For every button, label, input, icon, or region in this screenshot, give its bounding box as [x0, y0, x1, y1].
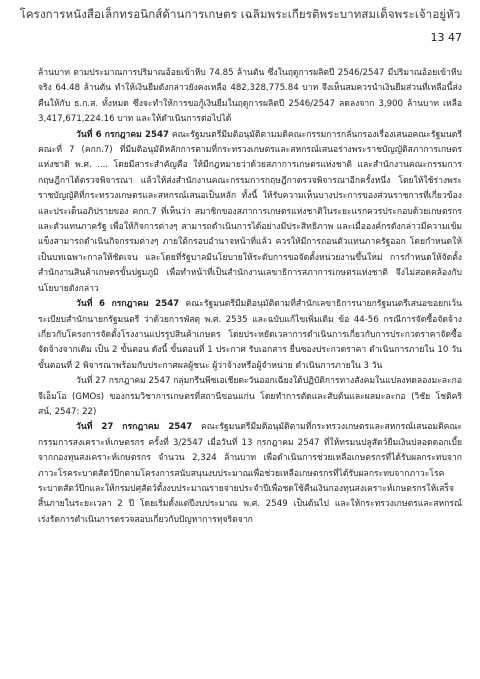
body-text [38, 66, 462, 528]
paragraph-date-lead: วันที่ 6 กรกฎาคม 2547 [76, 129, 169, 140]
paragraph-date-lead: วันที่ 6 กรกฎาคม 2547 [76, 299, 180, 310]
paragraph-text: ล้านบาท ตามประมาณการปริมาณอ้อยเข้าหีบ 74.85 ล้านตัน ซึ่งในฤดูการผลิตปี 2546/2547 มีปริมาณอ้อยเข้าหีบจริง 64.48 ล้านตัน ทำให้เงินยืมดังกล่าวยังคงเหลือ 482,328,775.84 บาท จึงเห็นสมควรนำเงินยืมส่วนที่เหลือนี้ส่งคืนให้กับ ธ.ก.ส. ทั้งหมด ซึ่งจะทำให้การขอกู้เงินยืมในฤดูการผลิตปี 2546/2547 ลดลงจาก 3,900 ล้านบาท เหลือ 3,417,671,224.16 บาท และให้ดำเนินการต่อไปได้ [38, 68, 462, 125]
paragraph [38, 420, 462, 528]
paragraph [38, 66, 462, 128]
paragraph-text: คณะรัฐมนตรีมีมติอนุมัติตามที่สำนักเลขาธิการนายกรัฐมนตรีเสนอขอยกเว้นระเบียบสำนักนายกรัฐมนตรี ว่าด้วยการพัสดุ พ.ศ. 2535 และฉบับแก้ไขเพิ่มเติม ข้อ 44-56 กรณีการจัดซื้อจัดจ้างเกี่ยวกับโครงการจัดตั้งโรงงานแปรรูปสินค้าเกษตร โดยประหยัดเวลาการดำเนินการเกี่ยวกับการประกวดราคาจัดซื้อจัดจ้างจากเดิม เป็น 2 ขั้นตอน ดังนี้ ขั้นตอนที่ 1 ประกาศ รับเอกสาร ยื่นซองประกวดราคา ดำเนินการภายใน 10 วัน ขั้นตอนที่ 2 พิจารณาพร้อมกับประกาศผลผู้ชนะ ผู้ว่าจ้างหรือผู้จำหน่าย ดำเนินการภายใน 3 วัน [38, 299, 462, 371]
paragraph [38, 374, 462, 420]
running-header: โครงการหนังสือเล็กทรอนิกส์ด้านการเกษตร เฉลิมพระเกียรติพระบาทสมเด็จพระเจ้าอยู่หัว [19, 7, 461, 21]
paragraph-text: คณะรัฐมนตรีมีมติอนุมัติตามมติคณะกรรมการกลั่นกรองเรื่องเสนอคณะรัฐมนตรี คณะที่ 7 (คกก.7) ที่มีมติอนุมัติหลักการตามที่กระทรวงเกษตรและสหกรณ์เสนอร่างพระราชบัญญัติสภาการเกษตรแห่งชาติ พ.ศ. .... โดยมีสาระสำคัญคือ ให้มีกฎหมายว่าด้วยสภาการเกษตรแห่งชาติ และสำนักงานคณะกรรมการกฤษฎีกาได้ตรวจพิจารณา แล้วให้ส่งสำนักงานคณะกรรมการกฤษฎีกาตรวจพิจารณาอีกครั้งหนึ่ง โดยให้ใช้ร่างพระราชบัญญัติที่กระทรวงเกษตรและสหกรณ์เสนอเป็นหลัก ทั้งนี้ ให้รับความเห็นบางประการของส่วนราชการที่เกี่ยวข้อง และประเด็นอภิปรายของ คกก.7 ที่เห็นว่า สมาชิกของสภาการเกษตรแห่งชาติในระยะแรกควรประกอบด้วยเกษตรกรและตัวแทนภาครัฐ เพื่อให้กิจการต่างๆ สามารถดำเนินการได้อย่างมีประสิทธิภาพ และเมื่อองค์กรดังกล่าวมีความเข้มแข็งสามารถดำเนินกิจกรรมต่างๆ ภายใต้กรอบอำนาจหน้าที่แล้ว ควรให้มีการถอนตัวแทนภาครัฐออก โดยกำหนดให้เป็นบทเฉพาะกาลให้ชัดเจน และโดยที่รัฐบาลมีนโยบายให้ระดับการขอจัดตั้งหน่วยงานขึ้นใหม่ การกำหนดให้จัดตั้งสำนักงานสินค้าเกษตรขั้นปฐมภูมิ เพื่อทำหน้าที่เป็นสำนักงานเลขาธิการสภาการเกษตรแห่งชาติ จึงไม่สอดคล้องกับนโยบายดังกล่าว [38, 129, 462, 294]
paragraph [38, 297, 462, 374]
paragraph [38, 128, 462, 297]
page-number: 13 47 [430, 31, 462, 44]
paragraph-text: คณะรัฐมนตรีมีมติอนุมัติตามที่กระทรวงเกษตรและสหกรณ์เสนอมติคณะกรรมการสงเคราะห์เกษตรกร ครั้งที่ 3/2547 เมื่อวันที่ 13 กรกฎาคม 2547 ที่ให้ทรมนปลูสัตว์ยืมเงินปลอดดอกเบี้ยจากกองทุนสงเคราะห์เกษตรกร จำนวน 2,324 ล้านบาท เพื่อดำเนินการช่วยเหลือเกษตรกรที่ได้รับผลกระทบจากภาวะโรคระบาดสัตว์ปีกตามโครงการสนับสนุนงบประมาณเพื่อช่วยเหลือเกษตรกรที่ได้รับผลกระทบจากภาวะโรคระบาดสัตว์ปีกและให้กรมปศุสัตว์ตั้งงบประมาณรายจ่ายประจำปีเพื่อชดใช้คืนเงินกองทุนสงเคราะห์เกษตรกรให้เสร็จสิ้นภายในระยะเวลา 2 ปี โดยเริ่มตั้งแต่ปีงบประมาณ พ.ศ. 2549 เป็นต้นไป และให้กระทรวงเกษตรและสหกรณ์เร่งรัดการดำเนินการตรวจสอบเกี่ยวกับปัญหาการทุจริตจาก [38, 422, 463, 525]
paragraph-date-lead: วันที่ 27 กรกฎาคม 2547 [76, 422, 193, 433]
paragraph-text: วันที่ 27 กรกฎาคม 2547 กลุ่มกรีนพีซเอเชียตะวันออกเฉียงใต้ปฏิบัติการทางสังคมในแปลงทดลองมะละกอจีเอ็มโอ (GMOs) ของกรมวิชาการเกษตรที่สถานีขอนแก่น โดยทำการตัดและสับต้นและผลมะละกอ (วิชัย โชติคริสน์, 2547: 22) [38, 376, 462, 417]
